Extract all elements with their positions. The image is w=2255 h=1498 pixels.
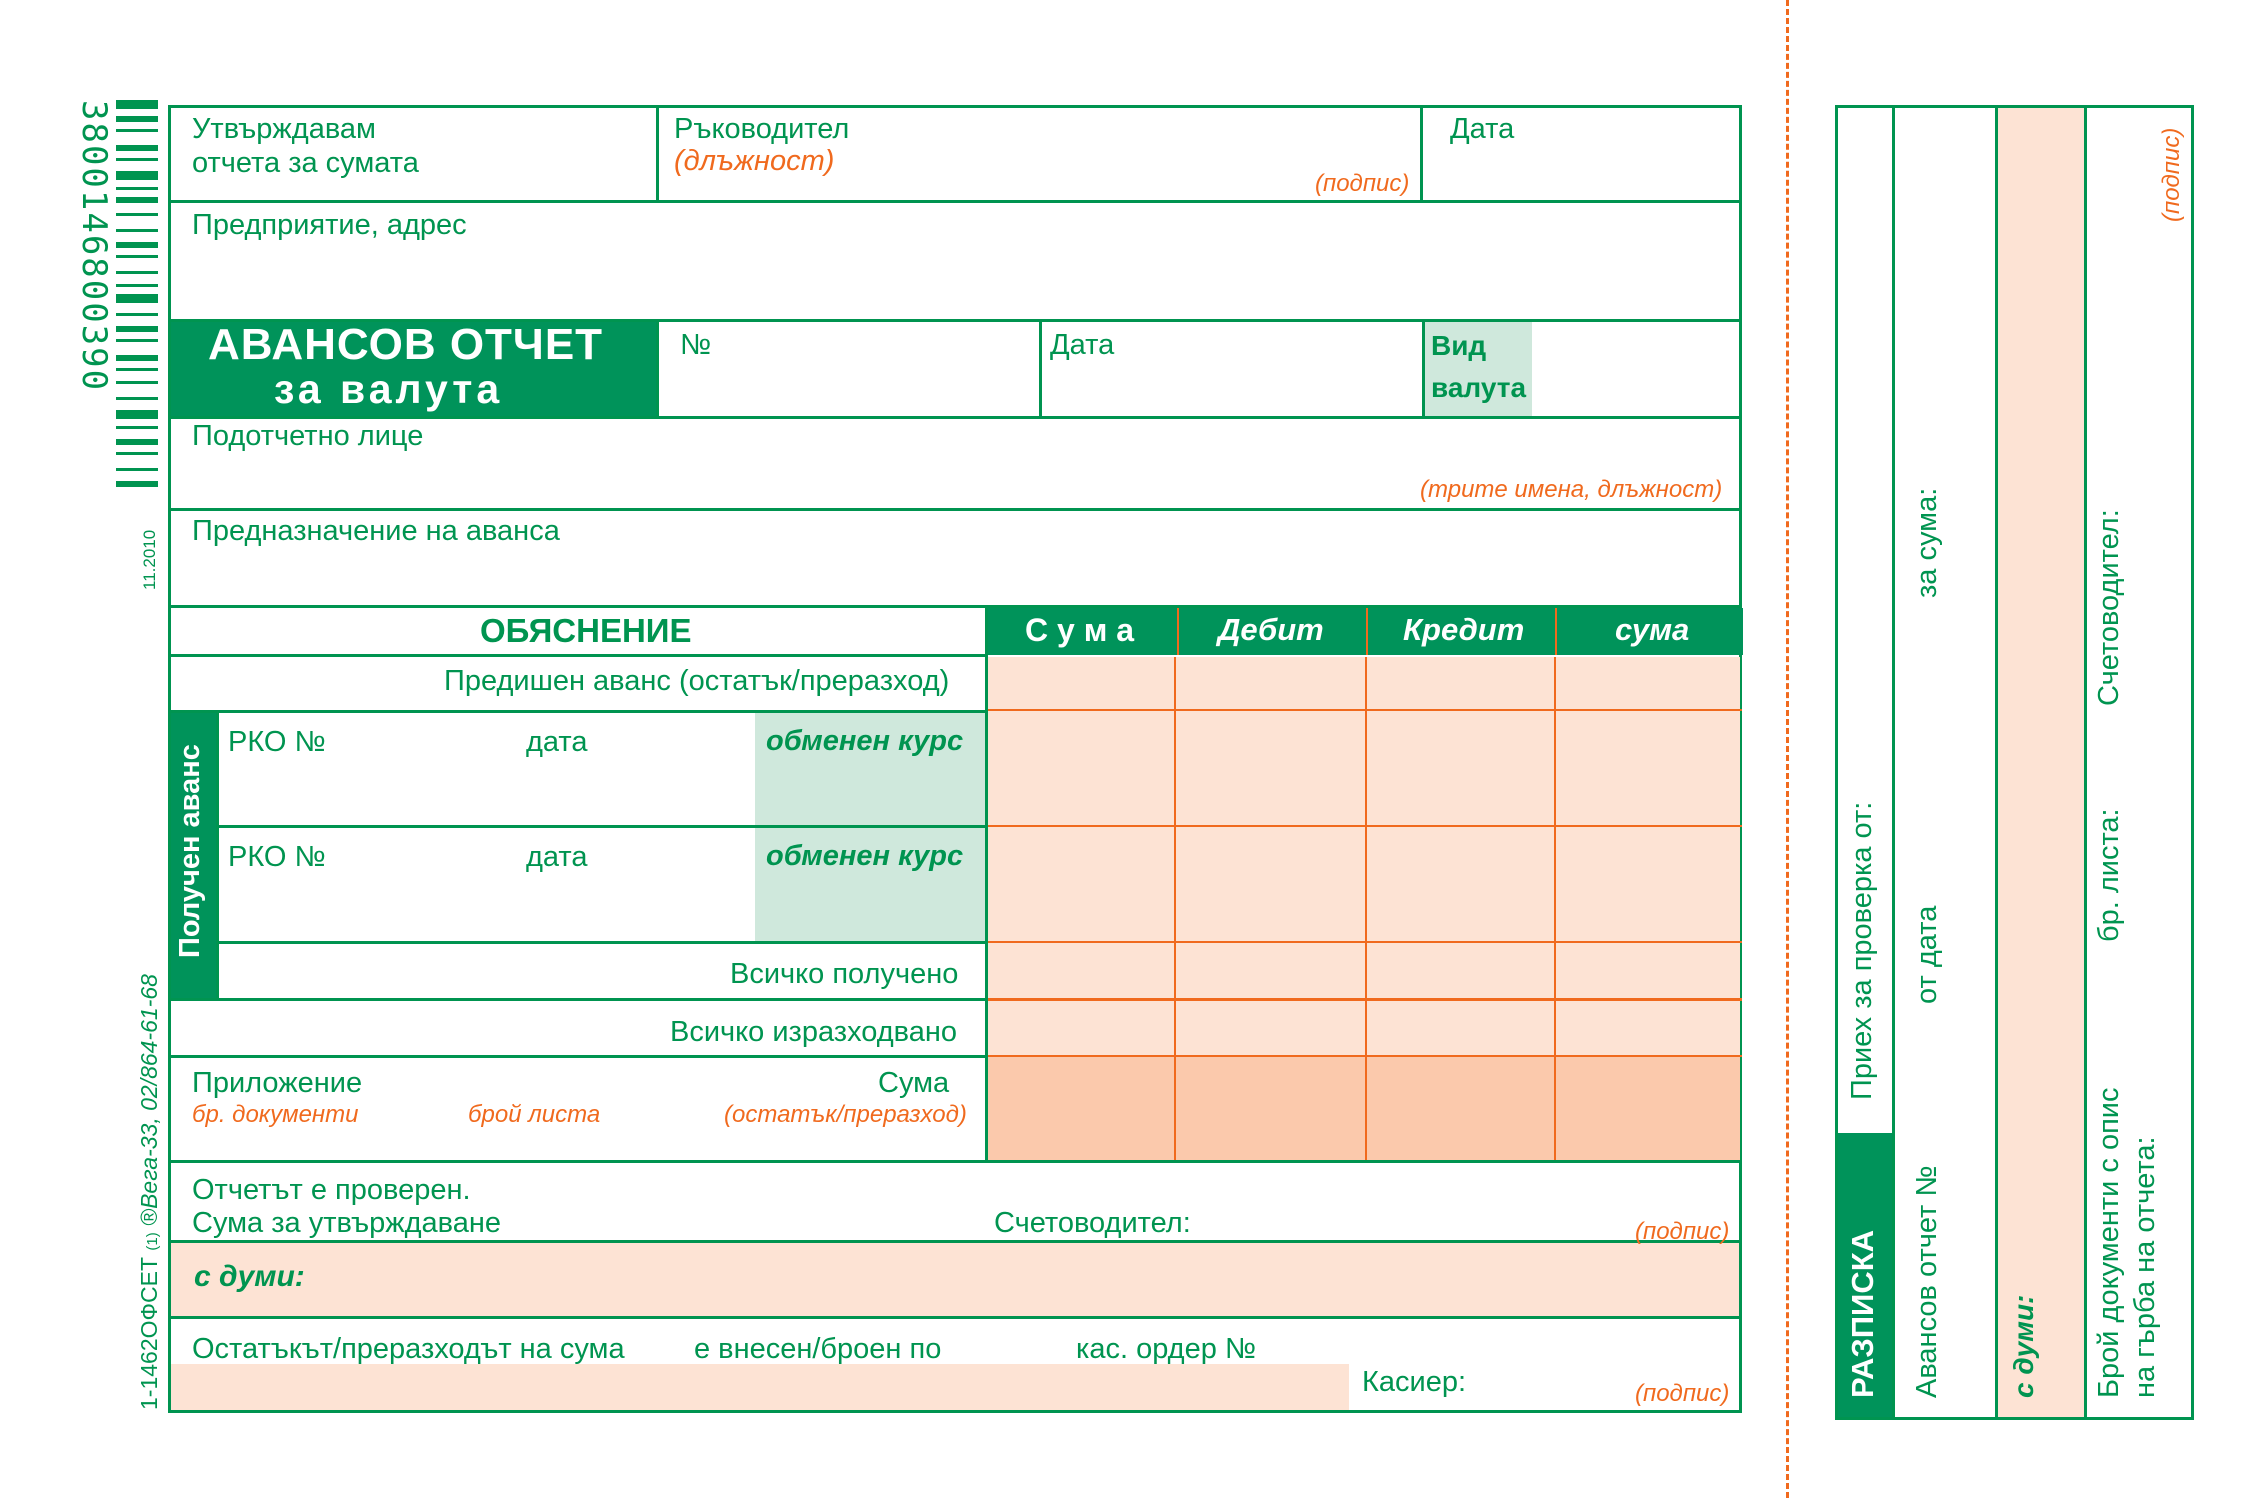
currency-label-2: валута (1431, 372, 1527, 403)
receipt-sum-fill (1998, 108, 2084, 1417)
signature-hint-1: (подпис) (1315, 170, 1410, 197)
in-words-fill (171, 1243, 1739, 1316)
col-credit-header: Кредит (1403, 612, 1525, 647)
print-code (136, 974, 163, 1410)
cashier-label: Касиер: (1362, 1366, 1467, 1398)
total-received-label: Всичко получено (730, 958, 959, 990)
barcode-bar (116, 313, 158, 316)
received-advance-label: Получен аванс (174, 744, 206, 958)
signature-hint-2: (подпис) (1635, 1218, 1730, 1245)
publisher-text: ®Вега-33, 02/864-61-68 (136, 974, 162, 1226)
barcode-bar (116, 271, 158, 274)
barcode-bar (116, 452, 158, 455)
col-amount-header: сума (1615, 612, 1690, 647)
barcode-bar (116, 116, 158, 122)
currency-label-1: Вид (1431, 330, 1487, 361)
approve-line1: Утвърждавам (192, 113, 376, 145)
remainder-hint: (остатък/преразход) (724, 1101, 967, 1128)
position-hint: (длъжност) (674, 145, 835, 177)
barcode-bar (116, 294, 158, 303)
barcode-bar (116, 242, 158, 248)
barcode-bar (116, 187, 158, 190)
currency-input[interactable] (1532, 322, 1739, 416)
explanation-header: ОБЯСНЕНИЕ (480, 612, 692, 649)
barcode-bar (116, 468, 158, 471)
receipt-signature-hint: (подпис) (2158, 127, 2185, 222)
date-label: Дата (1450, 113, 1515, 145)
manager-label: Ръководител (674, 113, 850, 145)
barcode-bar (116, 481, 158, 487)
barcode-bar (116, 439, 158, 445)
sheets-count-hint: брой листа (468, 1101, 601, 1128)
barcode (74, 100, 160, 510)
barcode-bar (116, 426, 158, 429)
rko-label-2: РКО № (228, 841, 326, 873)
rko-label-1: РКО № (228, 726, 326, 758)
barcode-bar (116, 100, 158, 109)
col-sum-header: С у м а (1025, 612, 1135, 648)
print-code-text: 1-1462ОФСЕТ (136, 1257, 162, 1410)
receipt-accountant: Счетоводител: (2093, 509, 2125, 706)
total-spent-label: Всичко изразходвано (670, 1016, 958, 1048)
approve-line2: отчета за сумата (192, 147, 419, 179)
accountable-person-label: Подотчетно лице (192, 420, 424, 452)
number-label: № (680, 329, 712, 361)
cash-order-label: кас. ордер № (1076, 1333, 1257, 1365)
exchange-rate-1: обменен курс (766, 725, 964, 757)
receipt-doc-count-2: на гърба на отчета: (2129, 1136, 2161, 1398)
exchange-rate-2: обменен курс (766, 840, 964, 872)
title-line2: за валута (274, 366, 504, 412)
purpose-label: Предназначение на аванса (192, 515, 560, 547)
receipt-report-no: Авансов отчет № (1911, 1165, 1943, 1398)
barcode-bar (116, 284, 158, 287)
receipt-from-date: от дата (1911, 905, 1943, 1004)
barcode-bar (116, 397, 158, 400)
barcode-bar (116, 213, 158, 216)
date-code: 11.2010 (140, 529, 159, 590)
barcode-bar (116, 255, 158, 258)
previous-advance-label: Предишен аванс (остатък/преразход) (444, 665, 950, 697)
attachment-label: Приложение (192, 1067, 363, 1099)
receipt-in-words: с думи: (2008, 1294, 2039, 1398)
receipt-accepted: Приех за проверка от: (1846, 801, 1878, 1100)
barcode-digits: 3800146800390 (74, 100, 114, 393)
col-debit-header: Дебит (1218, 612, 1324, 647)
enterprise-label: Предприятие, адрес (192, 209, 467, 241)
cut-line (1786, 0, 1789, 1498)
names-hint: (трите имена, длъжност) (1420, 476, 1723, 503)
title-line1: АВАНСОВ ОТЧЕТ (208, 320, 604, 369)
receipt-for-sum: за сума: (1911, 487, 1943, 598)
accountant-label: Счетоводител: (994, 1207, 1191, 1239)
barcode-bar (116, 355, 158, 361)
signature-hint-3: (подпис) (1635, 1380, 1730, 1407)
barcode-bar (116, 229, 158, 232)
barcode-bar (116, 197, 158, 203)
rko-date-2: дата (526, 841, 588, 873)
receipt-sheets: бр. листа: (2093, 808, 2125, 942)
barcode-bar (116, 129, 158, 132)
sum-columns-fill (988, 657, 1740, 1057)
barcode-bars (116, 100, 158, 510)
in-words-label: с думи: (194, 1260, 305, 1293)
checked-label: Отчетът е проверен. (192, 1174, 471, 1206)
receipt-title: РАЗПИСКА (1845, 1229, 1880, 1398)
remainder-fill (171, 1364, 1349, 1410)
attachment-sum-fill (988, 1057, 1740, 1162)
barcode-bar (116, 381, 158, 384)
deposited-label: е внесен/броен по (694, 1333, 942, 1365)
edition-text: (1) (144, 1232, 161, 1251)
barcode-bar (116, 158, 158, 161)
docs-count-hint: бр. документи (192, 1101, 359, 1128)
receipt-doc-count-1: Брой документи с опис (2093, 1087, 2125, 1398)
barcode-bar (116, 368, 158, 371)
barcode-bar (116, 145, 158, 151)
approve-sum-label: Сума за утвърждаване (192, 1207, 502, 1239)
rko-date-1: дата (526, 726, 588, 758)
remainder-label: Остатъкът/преразходът на сума (192, 1333, 625, 1365)
barcode-bar (116, 326, 158, 332)
attachment-sum-label: Сума (878, 1067, 950, 1099)
barcode-bar (116, 410, 158, 419)
barcode-bar (116, 339, 158, 342)
date-label-2: Дата (1050, 329, 1115, 361)
barcode-bar (116, 171, 158, 180)
